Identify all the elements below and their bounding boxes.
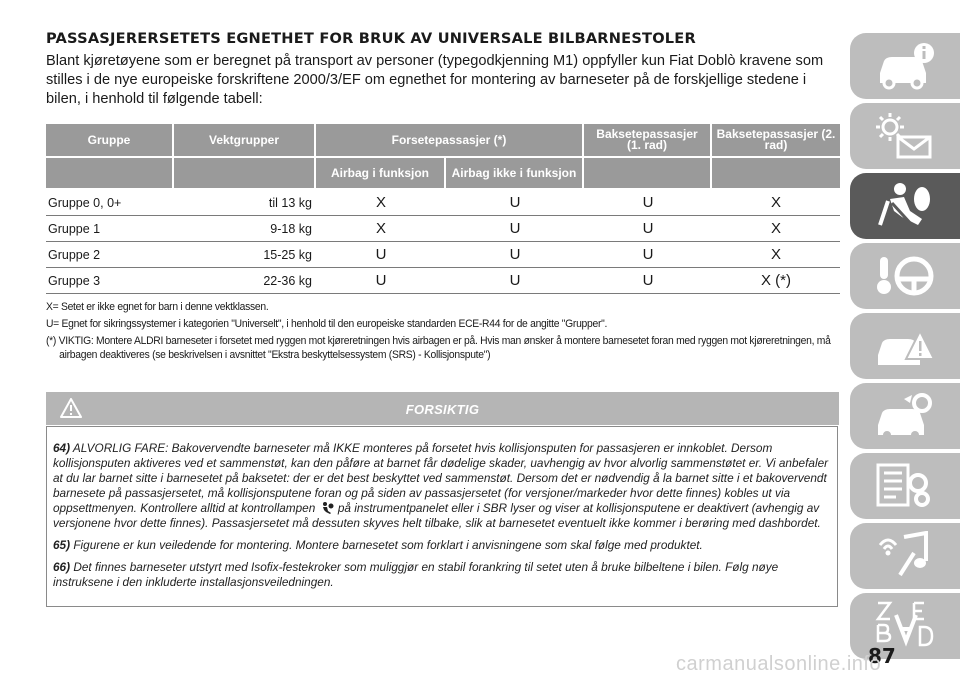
cell-rear2: X (*) xyxy=(712,268,840,294)
main-content xyxy=(46,30,840,365)
cell-airbag-on: U xyxy=(316,268,446,294)
note-x: X= Setet er ikke egnet for barn i denne vektklassen. xyxy=(46,301,269,313)
table-row xyxy=(46,190,840,216)
cell-weight: til 13 kg xyxy=(174,190,316,216)
table-row xyxy=(46,216,840,242)
table-row xyxy=(46,268,840,294)
tab-maintenance[interactable] xyxy=(850,383,960,449)
table-row xyxy=(46,242,840,268)
car-info-icon xyxy=(874,41,936,91)
cell-weight: 9-18 kg xyxy=(174,216,316,242)
cell-weight: 22-36 kg xyxy=(174,268,316,294)
table-notes xyxy=(46,300,839,362)
page-heading: PASSASJERERSETETS EGNETHET FOR BRUK AV UNIVERSALE BILBARNESTOLER xyxy=(46,30,696,47)
cell-rear2: X xyxy=(712,190,840,216)
cell-airbag-off: U xyxy=(446,216,584,242)
cell-rear1: U xyxy=(584,190,712,216)
cell-airbag-on: X xyxy=(316,216,446,242)
intro-paragraph: Blant kjøretøyene som er beregnet på transport av personer (typegodkjenning M1) oppfyller kun Fiat Doblò kravene som stilles i de nye europeiske forskriftene 2000/3/EF om egnethet for montering av barneseter på de forskjellige stedene i bilen, i henhold til følgende tabell: xyxy=(46,53,824,107)
caution-text: Det finnes barneseter utstyrt med Isofix-festekroker som muliggjør en stabil forankring til setet uten å bruke bilbeltene i bilen. Følg nøye instruksene i den inkluderte installasjonsveiledningen. xyxy=(53,560,779,589)
cell-rear1: U xyxy=(584,216,712,242)
tab-starting-driving[interactable] xyxy=(850,243,960,309)
cell-rear1: U xyxy=(584,242,712,268)
starting-driving-icon xyxy=(874,251,936,301)
cell-rear2: X xyxy=(712,242,840,268)
watermark-text: carmanualsonline.info xyxy=(676,653,882,675)
cell-group: Gruppe 0, 0+ xyxy=(46,190,174,216)
header-empty xyxy=(46,158,174,190)
caution-text: ALVORLIG FARE: Bakovervendte barneseter må IKKE monteres på forsetet hvis kollisjonsputen for passasjeren er innkoblet. Dersom kollisjonsputen aktiveres ved et sammenstøt, kan den påføre at barnet får dødelige skader, uavhengig av hvor alvorlig sammenstøtet er. Vi anbefaler at du lar barnet sitte i barnesetet på baksetet: der er det best beskyttet ved sammenstøt. Dersom det er nødvendig å la barnet sitte i et bakovervendt barnesete på passasjersetet, må kollisjonsputene foran og på siden av passasjersetet (for versjoner/markeder hvor dette finnes) kobles ut via oppsettmenyen. Kontrollere alltid at kontrollampen xyxy=(53,441,829,515)
caution-title: FORSIKTIG xyxy=(405,402,480,417)
header-empty xyxy=(174,158,316,190)
caution-item xyxy=(53,441,829,531)
header-empty xyxy=(712,158,840,190)
cell-airbag-on: X xyxy=(316,190,446,216)
caution-text-cont: på instrumentpanelet eller i SBR lyser og viser at kollisjonsputene er deaktivert (avhengig av versjonene hvor dette finnes). Passasjersetet må dessuten skyves helt tilbake, slik at barnesetet eventuelt ikke kommer i berøring med dashbordet. xyxy=(53,501,821,530)
header-front: Forsetepassasjer (*) xyxy=(316,124,584,158)
safety-airbag-icon xyxy=(874,181,936,231)
tab-emergency[interactable] xyxy=(850,313,960,379)
emergency-icon xyxy=(874,321,936,371)
header-airbag-off: Airbag ikke i funksjon xyxy=(446,158,584,190)
cell-weight: 15-25 kg xyxy=(174,242,316,268)
tab-safety[interactable] xyxy=(850,173,960,239)
cell-rear1: U xyxy=(584,268,712,294)
tab-multimedia[interactable] xyxy=(850,523,960,589)
cell-group: Gruppe 3 xyxy=(46,268,174,294)
technical-data-icon xyxy=(874,461,936,511)
header-weight: Vektgrupper xyxy=(174,124,316,158)
child-seat-table xyxy=(46,124,840,294)
cell-rear2: X xyxy=(712,216,840,242)
airbag-off-indicator-icon xyxy=(320,501,334,515)
caution-text: Figurene er kun veiledende for montering. Montere barnesetet som forklart i anvisningene som skal følge med produktet. xyxy=(73,538,703,552)
cell-group: Gruppe 1 xyxy=(46,216,174,242)
multimedia-icon xyxy=(874,531,936,581)
cell-airbag-off: U xyxy=(446,242,584,268)
note-u: U= Egnet for sikringssystemer i kategorien "Universelt", i henhold til den europeiske standarden ECE-R44 for de angitte "Grupper". xyxy=(46,318,608,330)
caution-number: 64) xyxy=(53,441,71,455)
header-group: Gruppe xyxy=(46,124,174,158)
cell-airbag-off: U xyxy=(446,190,584,216)
warning-lights-icon xyxy=(874,111,936,161)
header-rear2: Baksetepassasjer (2. rad) xyxy=(712,124,840,158)
header-rear1: Baksetepassasjer (1. rad) xyxy=(584,124,712,158)
header-airbag-on: Airbag i funksjon xyxy=(316,158,446,190)
caution-number: 66) xyxy=(53,560,71,574)
caution-header xyxy=(46,392,839,425)
caution-item xyxy=(53,538,829,553)
page-number: 87 xyxy=(868,644,896,668)
tab-technical-data[interactable] xyxy=(850,453,960,519)
note-star: (*) VIKTIG: Montere ALDRI barneseter i forsetet med ryggen mot kjøreretningen hvis airbagen er på. Hvis man ønsker å montere barnesetet foran med ryggen mot kjøreretningen, må airbagen deaktiveres (se beskrivelsen i avsnittet "Ekstra beskyttelsessystem (SRS) - Kollisjonspute") xyxy=(46,335,831,361)
caution-item xyxy=(53,560,829,590)
cell-group: Gruppe 2 xyxy=(46,242,174,268)
cell-airbag-off: U xyxy=(446,268,584,294)
maintenance-icon xyxy=(874,391,936,441)
tab-index[interactable] xyxy=(850,593,960,659)
header-empty xyxy=(584,158,712,190)
tab-car-info[interactable] xyxy=(850,33,960,99)
caution-body xyxy=(46,426,838,607)
tab-warning-lights[interactable] xyxy=(850,103,960,169)
cell-airbag-on: U xyxy=(316,242,446,268)
caution-number: 65) xyxy=(53,538,71,552)
